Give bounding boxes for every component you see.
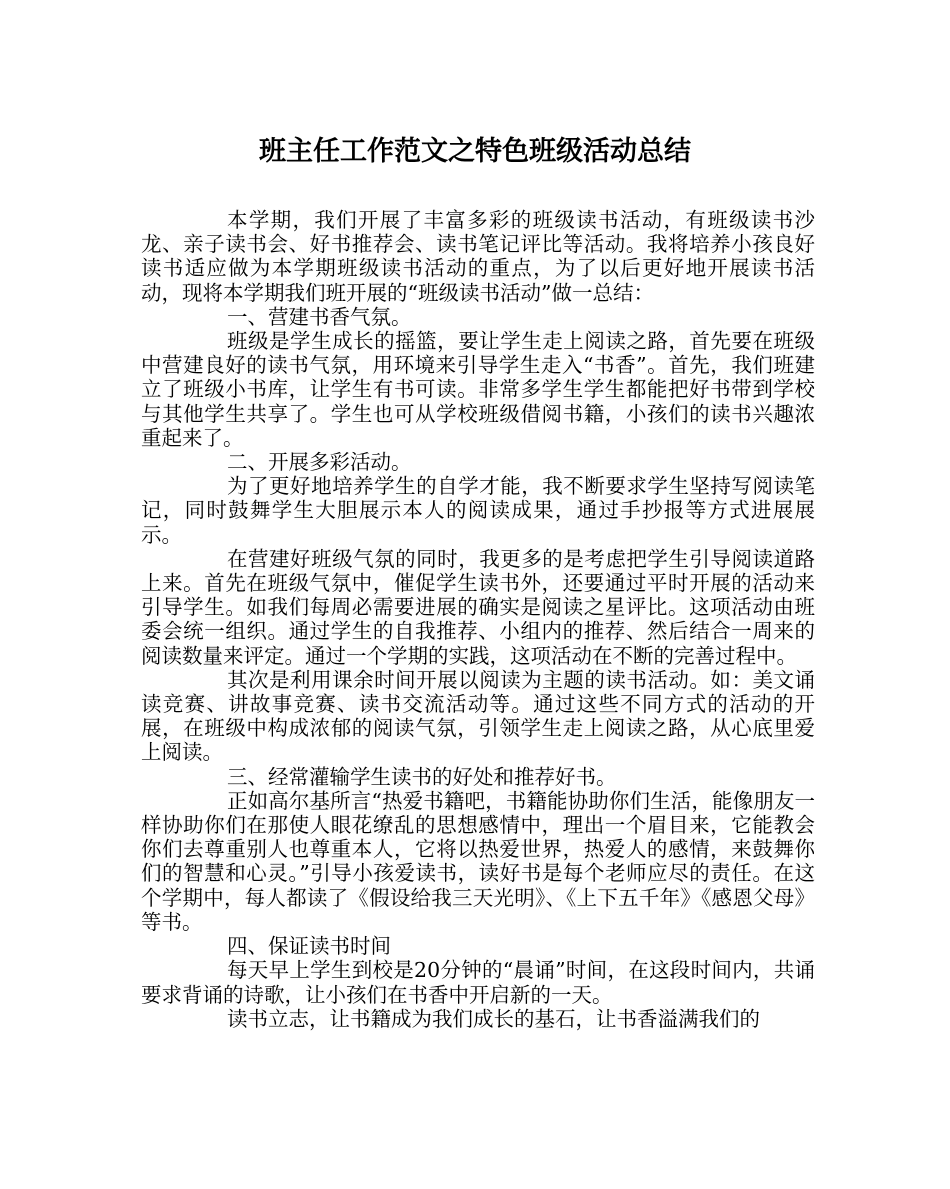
paragraph-last: 读书立志，让书籍成为我们成长的基石，让书香溢满我们的 <box>227 1006 760 1031</box>
paragraph: 在营建好班级气氛的同时，我更多的是考虑把学生引导阅读道路上来。首先在班级气氛中，催促学生读书外，还要通过平时开展的活动来引导学生。如我们每周必需要进展的确实是阅读之星评比。这项活动由班委会统一组织。通过学生的自我推荐、小组内的推荐、然后结合一周来的阅读数量来评定。通过一个学期的实践，这项活动在不断的完善过程中。 <box>141 546 815 668</box>
paragraph: 正如高尔基所言“热爱书籍吧，书籍能协助你们生活，能像朋友一样协助你们在那使人眼花缭乱的思想感情中，理出一个眉目来，它能教会你们去尊重别人也尊重本人，它将以热爱世界，热爱人的感情，来鼓舞你们的智慧和心灵。”引导小孩爱读书，读好书是每个老师应尽的责任。在这个学期中，每人都读了《假设给我三天光明》、《上下五千年》《感恩父母》等书。 <box>141 788 815 934</box>
paragraph-intro: 本学期，我们开展了丰富多彩的班级读书活动，有班级读书沙龙、亲子读书会、好书推荐会、读书笔记评比等活动。我将培养小孩良好读书适应做为本学期班级读书活动的重点，为了以后更好地开展读书活动，现将本学期我们班开展的“班级读书活动”做一总结： <box>141 208 815 305</box>
paragraph: 班级是学生成长的摇篮，要让学生走上阅读之路，首先要在班级中营建良好的读书气氛，用环境来引导学生走入“书香”。首先，我们班建立了班级小书库，让学生有书可读。非常多学生学生都能把好书带到学校与其他学生共享了。学生也可从学校班级借阅书籍，小孩们的读书兴趣浓重起来了。 <box>141 329 815 450</box>
paragraph: 为了更好地培养学生的自学才能，我不断要求学生坚持写阅读笔记，同时鼓舞学生大胆展示本人的阅读成果，通过手抄报等方式进展展示。 <box>141 474 815 547</box>
section-heading-1: 一、营建书香气氛。 <box>227 304 412 329</box>
section-heading-2: 二、开展多彩活动。 <box>227 450 412 475</box>
document-title: 班主任工作范文之特色班级活动总结 <box>259 136 691 167</box>
paragraph: 每天早上学生到校是20分钟的“晨诵”时间，在这段时间内，共诵要求背诵的诗歌，让小孩们在书香中开启新的一天。 <box>141 958 815 1007</box>
document-body <box>141 208 815 1031</box>
paragraph: 其次是利用课余时间开展以阅读为主题的读书活动。如：美文诵读竞赛、讲故事竞赛、读书交流活动等。通过这些不同方式的活动的开展，在班级中构成浓郁的阅读气氛，引领学生走上阅读之路，从心底里爱上阅读。 <box>141 667 815 765</box>
section-heading-3: 三、经常灌输学生读书的好处和推荐好书。 <box>227 764 617 789</box>
section-heading-4: 四、保证读书时间 <box>227 934 391 959</box>
